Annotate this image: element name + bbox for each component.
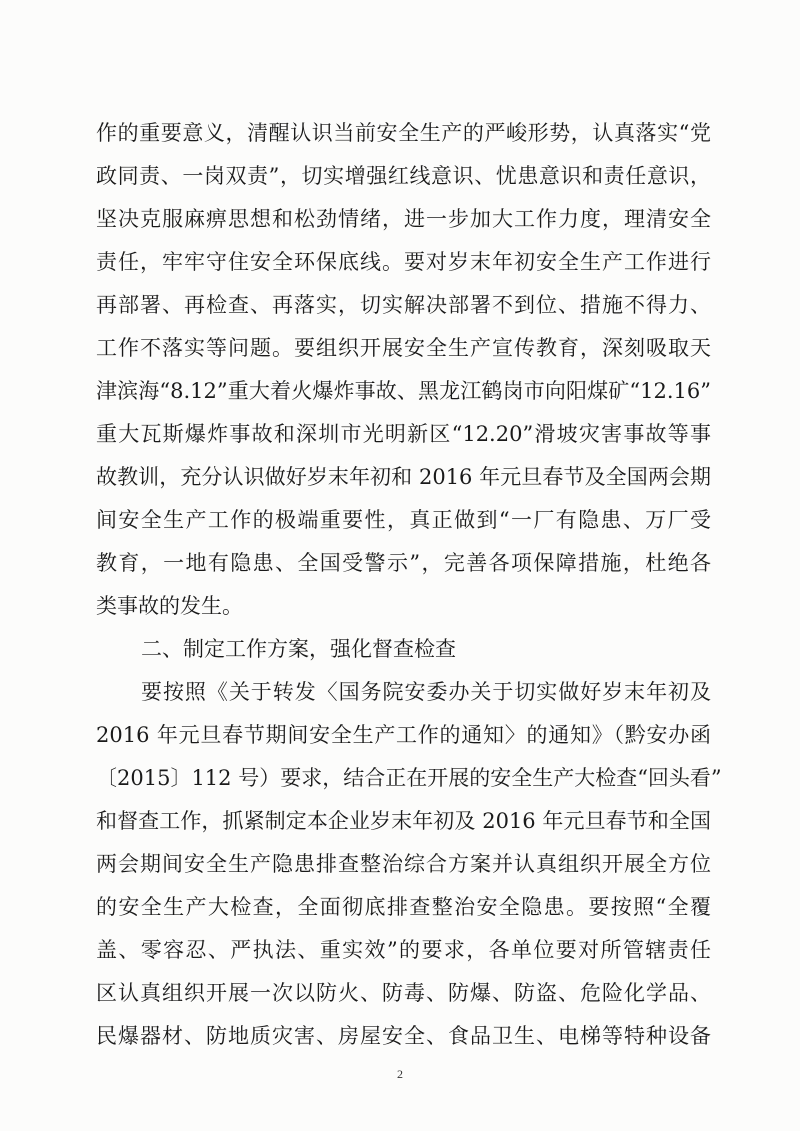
text-line: 再部署、再检查、再落实，切实解决部署不到位、措施不得力、 <box>96 293 711 317</box>
text-line: 重大瓦斯爆炸事故和深圳市光明新区“12.20”滑坡灾害事故等事 <box>96 422 711 446</box>
text-line: 盖、零容忍、严执法、重实效”的要求，各单位要对所管辖责任 <box>96 938 711 962</box>
text-line: 工作不落实等问题。要组织开展安全生产宣传教育，深刻吸取天 <box>96 336 711 360</box>
text-line: 间安全生产工作的极端重要性，真正做到“一厂有隐患、万厂受 <box>96 508 711 532</box>
text-line: 〔2015〕112 号）要求，结合正在开展的安全生产大检查“回头看” <box>96 766 722 790</box>
text-line: 两会期间安全生产隐患排查整治综合方案并认真组织开展全方位 <box>96 852 711 876</box>
text-line: 作的重要意义，清醒认识当前安全生产的严峻形势，认真落实“党 <box>96 121 711 145</box>
text-line: 政同责、一岗双责”，切实增强红线意识、忧患意识和责任意识， <box>96 164 711 188</box>
page-number: 2 <box>397 1067 403 1081</box>
text-line: 2016 年元旦春节期间安全生产工作的通知〉的通知》（黔安办函 <box>96 723 711 747</box>
text-line: 民爆器材、防地质灾害、房屋安全、食品卫生、电梯等特种设备 <box>96 1024 711 1048</box>
text-line: 故教训，充分认识做好岁末年初和 2016 年元旦春节及全国两会期 <box>96 465 711 489</box>
text-line: 教育，一地有隐患、全国受警示”，完善各项保障措施，杜绝各 <box>96 551 711 575</box>
text-line: 的安全生产大检查，全面彻底排查整治安全隐患。要按照“全覆 <box>96 895 711 919</box>
text-line: 坚决克服麻痹思想和松劲情绪，进一步加大工作力度，理清安全 <box>96 207 711 231</box>
paragraph-first-line: 要按照《关于转发〈国务院安委办关于切实做好岁末年初及 <box>141 680 711 704</box>
text-line: 区认真组织开展一次以防火、防毒、防爆、防盗、危险化学品、 <box>96 981 711 1005</box>
paragraph-end-line: 类事故的发生。 <box>96 594 243 618</box>
text-line: 和督查工作，抓紧制定本企业岁末年初及 2016 年元旦春节和全国 <box>96 809 711 833</box>
text-line: 责任，牢牢守住安全环保底线。要对岁末年初安全生产工作进行 <box>96 250 711 274</box>
section-heading: 二、制定工作方案，强化督查检查 <box>141 637 456 661</box>
text-line: 津滨海“8.12”重大着火爆炸事故、黑龙江鹤岗市向阳煤矿“12.16” <box>96 379 711 403</box>
